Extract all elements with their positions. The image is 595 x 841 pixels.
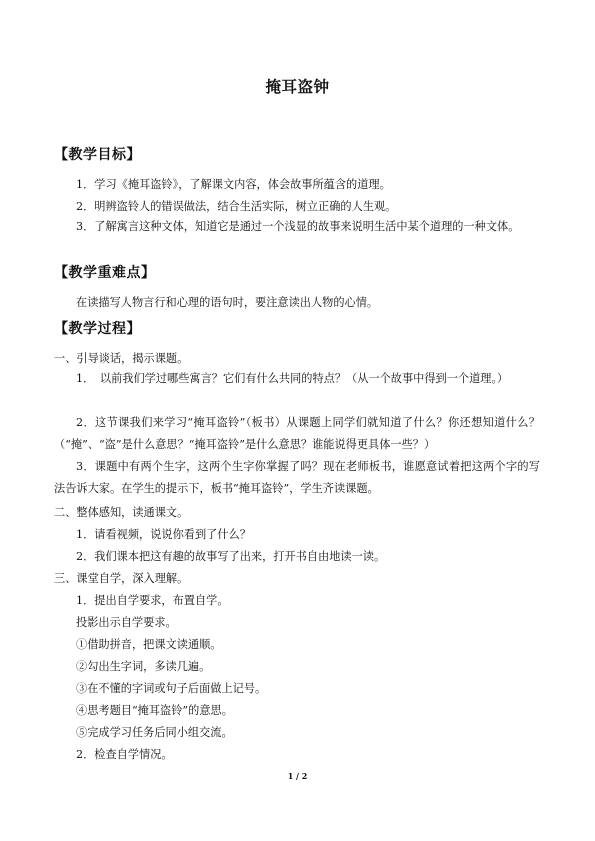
process-part1-paragraph-1: 1． 以前我们学过哪些寓言？它们有什么共同的特点？（从一个故事中得到一个道理。）	[76, 372, 509, 385]
process-part1-paragraph-2: 2．这节课我们来学习“掩耳盗铃”（板书）从课题上同学们就知道了什么？你还想知道什么？（“掩”、“盗”是什么意思？“掩耳盗铃”是什么意思？谁能说得更具体一些？）	[54, 416, 540, 451]
process-part3-item-6: ④思考题目“掩耳盗铃”的意思。	[76, 704, 233, 717]
process-part2-item-2: 2．我们课本把这有趣的故事写了出来，打开书自由地读一读。	[76, 550, 386, 563]
process-part2-item-1: 1．请看视频，说说你看到了什么？	[76, 528, 251, 541]
objective-item-3: 3．了解寓言这种文体，知道它是通过一个浅显的故事来说明生活中某个道理的一种文体。	[76, 220, 520, 233]
process-part3-item-8: 2．检查自学情况。	[76, 748, 173, 761]
process-part2-title: 二、整体感知，读通课文。	[54, 506, 189, 519]
process-part1-paragraph-3: 3．课题中有两个生字，这两个生字你掌握了吗？现在老师板书，谁愿意试着把这两个字的写法告诉大家。在学生的提示下，板书“掩耳盗铃”，学生齐读课题。	[54, 460, 540, 495]
process-part3-item-5: ③在不懂的字词或句子后面做上记号。	[76, 682, 267, 695]
heading-teaching-objectives: 【教学目标】	[54, 147, 141, 163]
page-number: 1 / 2	[287, 771, 308, 781]
objective-item-1: 1．学习《掩耳盗铃》，了解课文内容，体会故事所蕴含的道理。	[76, 178, 391, 191]
process-part3-item-4: ②勾出生字词，多读几遍。	[76, 660, 211, 673]
process-part1-title: 一、引导谈话，揭示课题。	[54, 352, 189, 365]
process-part3-item-1: 1．提出自学要求，布置自学。	[76, 594, 229, 607]
objective-item-2: 2．明辨盗铃人的错误做法，结合生活实际，树立正确的人生观。	[76, 200, 397, 213]
process-part3-item-7: ⑤完成学习任务后同小组交流。	[76, 726, 233, 739]
document-title: 掩耳盗钟	[265, 77, 330, 96]
process-part3-item-3: ①借助拼音，把课文读通顺。	[76, 638, 222, 651]
heading-key-points: 【教学重难点】	[54, 265, 156, 281]
process-part3-title: 三、课堂自学，深入理解。	[54, 572, 189, 585]
heading-teaching-process: 【教学过程】	[54, 321, 141, 337]
process-part3-item-2: 投影出示自学要求。	[76, 616, 177, 629]
key-points-text: 在读描写人物言行和心理的语句时，要注意读出人物的心情。	[76, 296, 379, 309]
